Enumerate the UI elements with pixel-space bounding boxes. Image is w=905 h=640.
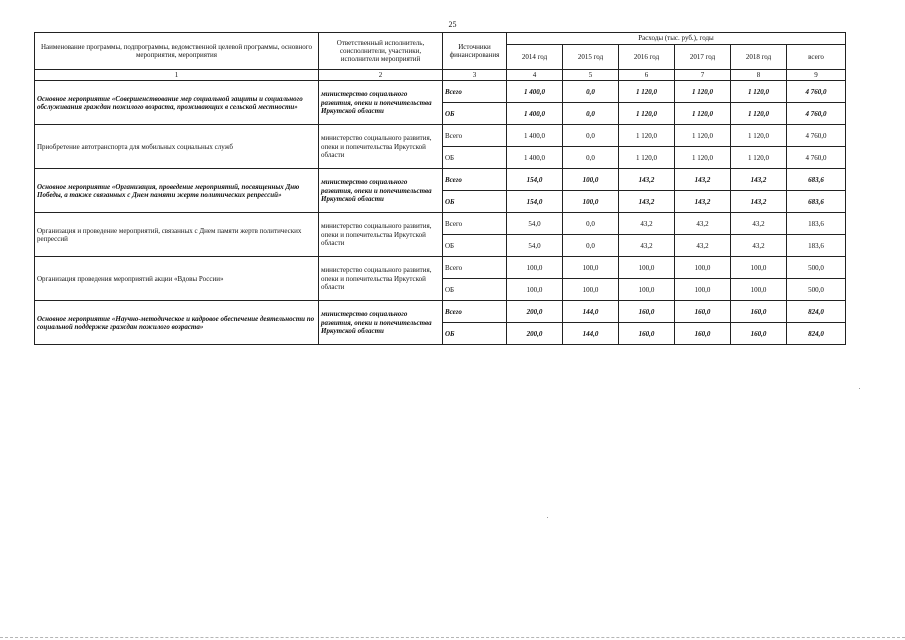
year-value-cell: 0,0 [563, 81, 619, 103]
funding-source-cell: Всего [443, 213, 507, 235]
year-value-cell: 43,2 [619, 213, 675, 235]
year-value-cell: 143,2 [675, 169, 731, 191]
year-value-cell: 1 400,0 [507, 103, 563, 125]
column-number: 9 [787, 70, 846, 81]
year-value-cell: 144,0 [563, 301, 619, 323]
funding-source-cell: ОБ [443, 235, 507, 257]
year-value-cell: 1 120,0 [675, 103, 731, 125]
header-expenses-group: Расходы (тыс. руб.), годы [507, 33, 846, 45]
year-value-cell: 54,0 [507, 235, 563, 257]
year-value-cell: 100,0 [563, 279, 619, 301]
column-number: 7 [675, 70, 731, 81]
year-value-cell: 1 120,0 [675, 81, 731, 103]
year-value-cell: 1 120,0 [731, 103, 787, 125]
table-row [35, 213, 846, 235]
main-activity-name: Основное мероприятие «Научно-методическое и кадровое обеспечение деятельности по социальной поддержке граждан пожилого возраста» [35, 301, 319, 345]
total-value-cell: 824,0 [787, 301, 846, 323]
funding-source-cell: ОБ [443, 191, 507, 213]
header-total: всего [787, 45, 846, 70]
table-row [35, 301, 846, 323]
executor-cell: министерство социального развития, опеки и попечительства Иркутской области [319, 213, 443, 257]
year-value-cell: 100,0 [563, 169, 619, 191]
year-value-cell: 100,0 [563, 257, 619, 279]
year-value-cell: 100,0 [731, 279, 787, 301]
funding-source-cell: Всего [443, 257, 507, 279]
year-value-cell: 43,2 [675, 235, 731, 257]
year-value-cell: 43,2 [675, 213, 731, 235]
total-value-cell: 4 760,0 [787, 103, 846, 125]
year-value-cell: 1 400,0 [507, 147, 563, 169]
total-value-cell: 500,0 [787, 257, 846, 279]
table-row [35, 125, 846, 147]
year-value-cell: 0,0 [563, 235, 619, 257]
total-value-cell: 4 760,0 [787, 125, 846, 147]
table-row [35, 169, 846, 191]
header-year: 2015 год [563, 45, 619, 70]
header-source-column: Источники финансирования [443, 33, 507, 70]
executor-cell: министерство социального развития, опеки и попечительства Иркутской области [319, 81, 443, 125]
year-value-cell: 43,2 [731, 213, 787, 235]
year-value-cell: 1 120,0 [619, 125, 675, 147]
page-number: 25 [448, 20, 457, 29]
funding-source-cell: Всего [443, 301, 507, 323]
table-body [35, 81, 846, 345]
year-value-cell: 160,0 [675, 323, 731, 345]
column-number: 5 [563, 70, 619, 81]
year-value-cell: 1 400,0 [507, 125, 563, 147]
year-value-cell: 1 120,0 [731, 81, 787, 103]
year-value-cell: 100,0 [731, 257, 787, 279]
activity-name: Организация и проведение мероприятий, связанных с Днем памяти жертв политических репрессий [35, 213, 319, 257]
column-number: 8 [731, 70, 787, 81]
year-value-cell: 100,0 [507, 279, 563, 301]
header-year: 2016 год [619, 45, 675, 70]
column-number: 3 [443, 70, 507, 81]
year-value-cell: 1 120,0 [731, 147, 787, 169]
main-activity-name: Основное мероприятие «Совершенствование мер социальной защиты и социального обслуживания граждан пожилого возраста, проживающих в сельской местности» [35, 81, 319, 125]
year-value-cell: 1 120,0 [731, 125, 787, 147]
header-year: 2017 год [675, 45, 731, 70]
year-value-cell: 200,0 [507, 323, 563, 345]
year-value-cell: 43,2 [619, 235, 675, 257]
column-number: 1 [35, 70, 319, 81]
year-value-cell: 100,0 [563, 191, 619, 213]
total-value-cell: 500,0 [787, 279, 846, 301]
total-value-cell: 683,6 [787, 169, 846, 191]
year-value-cell: 1 400,0 [507, 81, 563, 103]
year-value-cell: 143,2 [675, 191, 731, 213]
funding-source-cell: ОБ [443, 147, 507, 169]
total-value-cell: 683,6 [787, 191, 846, 213]
activity-name: Приобретение автотранспорта для мобильных социальных служб [35, 125, 319, 169]
year-value-cell: 200,0 [507, 301, 563, 323]
activity-name: Организация проведения мероприятий акции «Вдовы России» [35, 257, 319, 301]
year-value-cell: 143,2 [731, 169, 787, 191]
year-value-cell: 160,0 [619, 323, 675, 345]
year-value-cell: 143,2 [619, 191, 675, 213]
year-value-cell: 0,0 [563, 213, 619, 235]
year-value-cell: 100,0 [507, 257, 563, 279]
executor-cell: министерство социального развития, опеки и попечительства Иркутской области [319, 301, 443, 345]
scan-speck [547, 517, 548, 518]
column-number: 2 [319, 70, 443, 81]
year-value-cell: 160,0 [619, 301, 675, 323]
year-value-cell: 143,2 [731, 191, 787, 213]
funding-source-cell: Всего [443, 125, 507, 147]
year-value-cell: 0,0 [563, 103, 619, 125]
year-value-cell: 144,0 [563, 323, 619, 345]
funding-source-cell: Всего [443, 169, 507, 191]
year-value-cell: 0,0 [563, 125, 619, 147]
year-value-cell: 43,2 [731, 235, 787, 257]
year-value-cell: 1 120,0 [675, 147, 731, 169]
total-value-cell: 183,6 [787, 213, 846, 235]
year-value-cell: 160,0 [731, 323, 787, 345]
scan-speck [859, 388, 860, 389]
year-value-cell: 100,0 [675, 279, 731, 301]
year-value-cell: 1 120,0 [619, 147, 675, 169]
year-value-cell: 1 120,0 [619, 81, 675, 103]
total-value-cell: 4 760,0 [787, 81, 846, 103]
year-value-cell: 1 120,0 [619, 103, 675, 125]
year-value-cell: 154,0 [507, 191, 563, 213]
year-value-cell: 100,0 [675, 257, 731, 279]
table-row [35, 257, 846, 279]
funding-source-cell: Всего [443, 81, 507, 103]
budget-table [34, 32, 846, 345]
executor-cell: министерство социального развития, опеки и попечительства Иркутской области [319, 125, 443, 169]
year-value-cell: 160,0 [675, 301, 731, 323]
year-value-cell: 100,0 [619, 257, 675, 279]
main-activity-name: Основное мероприятие «Организация, проведение мероприятий, посвященных Дню Победы, а также связанных с Днем памяти жертв политических репрессий» [35, 169, 319, 213]
header-name-column: Наименование программы, подпрограммы, ведомственной целевой программы, основного мероприятия, мероприятия [35, 33, 319, 70]
page-bottom-edge [0, 637, 905, 639]
header-year: 2014 год [507, 45, 563, 70]
funding-source-cell: ОБ [443, 323, 507, 345]
total-value-cell: 4 760,0 [787, 147, 846, 169]
funding-source-cell: ОБ [443, 279, 507, 301]
funding-source-cell: ОБ [443, 103, 507, 125]
year-value-cell: 100,0 [619, 279, 675, 301]
year-value-cell: 154,0 [507, 169, 563, 191]
year-value-cell: 0,0 [563, 147, 619, 169]
total-value-cell: 183,6 [787, 235, 846, 257]
year-value-cell: 160,0 [731, 301, 787, 323]
table-row [35, 81, 846, 103]
year-value-cell: 143,2 [619, 169, 675, 191]
header-year: 2018 год [731, 45, 787, 70]
column-number: 4 [507, 70, 563, 81]
column-number: 6 [619, 70, 675, 81]
year-value-cell: 54,0 [507, 213, 563, 235]
year-value-cell: 1 120,0 [675, 125, 731, 147]
total-value-cell: 824,0 [787, 323, 846, 345]
executor-cell: министерство социального развития, опеки и попечительства Иркутской области [319, 257, 443, 301]
executor-cell: министерство социального развития, опеки и попечительства Иркутской области [319, 169, 443, 213]
header-executor-column: Ответственный исполнитель, соисполнители, участники, исполнители мероприятий [319, 33, 443, 70]
